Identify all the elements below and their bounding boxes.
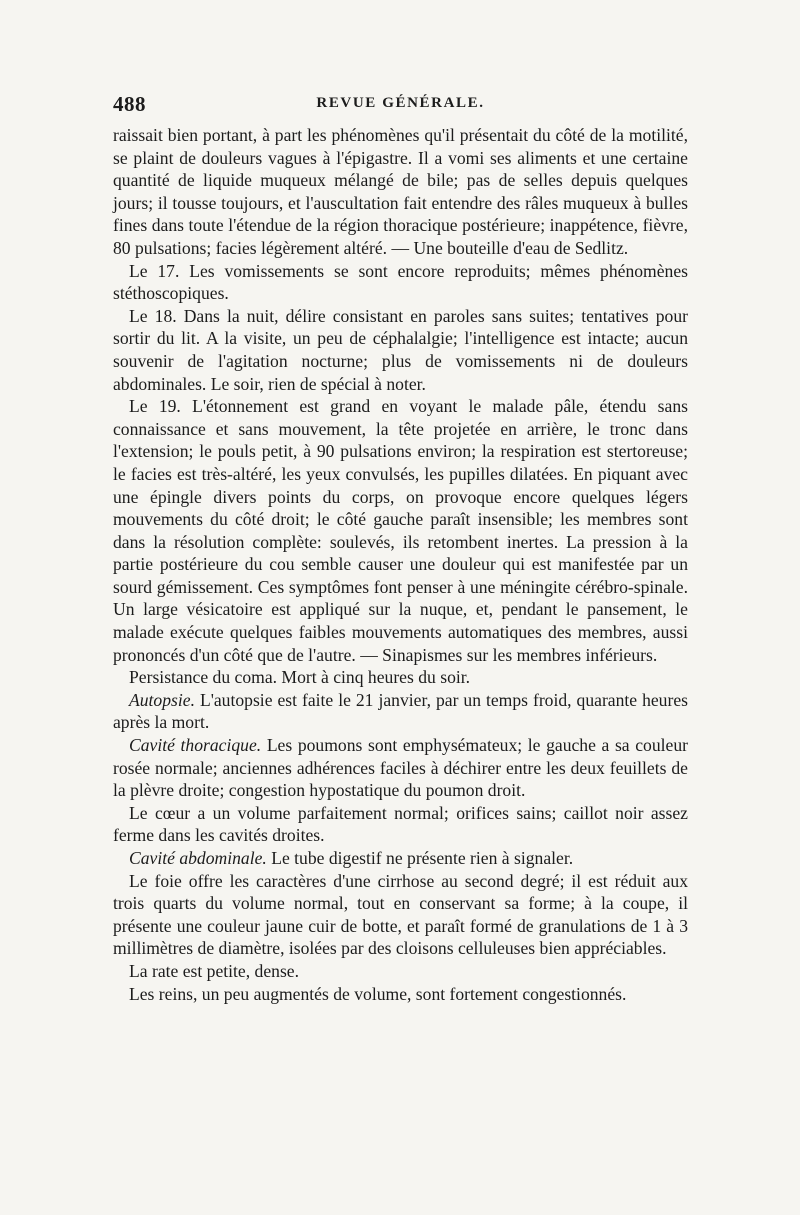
paragraph-text: Le tube digestif ne présente rien à signaler. (271, 848, 574, 868)
page-header (113, 92, 688, 124)
paragraph-cavite-thoracique (113, 734, 688, 802)
paragraph-foie (113, 870, 688, 960)
paragraph-day-18 (113, 305, 688, 395)
paragraph-coma (113, 666, 688, 689)
page-number: 488 (113, 92, 146, 116)
paragraph-day-19 (113, 395, 688, 666)
paragraph-text: Les poumons sont emphysémateux; le gauche a sa couleur rosée normale; anciennes adhérences faciles à déchirer entre les deux feuillets de la plèvre droite; congestion hypostatique du poumon droit. (113, 735, 688, 801)
paragraph-text: Le 18. Dans la nuit, délire consistant en paroles sans suites; tentatives pour sortir du lit. A la visite, un peu de céphalalgie; l'intelligence est intacte; aucun souvenir de l'agitation nocturne; plus de vomissements ni de douleurs abdominales. Le soir, rien de spécial à noter. (113, 305, 688, 394)
paragraph-text: Le cœur a un volume parfaitement normal; orifices sains; caillot noir assez ferme dans les cavités droites. (113, 802, 688, 846)
paragraph-coeur (113, 802, 688, 847)
paragraph-reins (113, 983, 688, 1006)
running-head: REVUE GÉNÉRALE. (316, 95, 485, 111)
paragraph-text: raissait bien portant, à part les phénomènes qu'il présentait du côté de la motilité, se plaint de douleurs vagues à l'épigastre. Il a vomi ses aliments et une certaine quantité de liquide muqueux mélangé de bile; pas de selles depuis quelques jours; il tousse toujours, et l'auscultation fait entendre des râles muqueux à bulles fines dans toute l'étendue de la région thoracique postérieure; inappétence, fièvre, 80 pulsations; facies légèrement altéré. — Une bouteille d'eau de Sedlitz. (113, 125, 688, 258)
paragraph-continuation (113, 124, 688, 260)
paragraph-text: Le foie offre les caractères d'une cirrhose au second degré; il est réduit aux trois quarts du volume normal, tout en conservant sa forme; à la coupe, il présente une couleur jaune cuir de botte, et paraît formé de granulations de 1 à 3 millimètres de diamètre, isolées par des cloisons celluleuses bien appréciables. (113, 870, 688, 959)
body-text (113, 124, 688, 1005)
book-page (113, 92, 688, 1172)
paragraph-cavite-abdominale (113, 847, 688, 870)
paragraph-text: La rate est petite, dense. (129, 960, 299, 981)
paragraph-text: L'autopsie est faite le 21 janvier, par un temps froid, quarante heures après la mort. (113, 689, 688, 733)
paragraph-day-17 (113, 260, 688, 305)
paragraph-rate (113, 960, 688, 983)
section-label-cavite-abdominale: Cavité abdominale. (129, 848, 267, 868)
paragraph-text: Persistance du coma. Mort à cinq heures du soir. (129, 667, 471, 688)
section-label-autopsie: Autopsie. (129, 689, 195, 710)
paragraph-text: Le 17. Les vomissements se sont encore reproduits; mêmes phénomènes stéthoscopiques. (113, 260, 688, 304)
paragraph-text: Les reins, un peu augmentés de volume, sont fortement congestionnés. (129, 983, 627, 1004)
paragraph-autopsie (113, 689, 688, 734)
paragraph-text: Le 19. L'étonnement est grand en voyant le malade pâle, étendu sans connaissance et sans mouvement, la tête projetée en arrière, le tronc dans l'extension; le pouls petit, à 90 pulsations environ; la respiration est stertoreuse; le facies est très-altéré, les yeux convulsés, les pupilles dilatées. En piquant avec une épingle divers points du corps, on provoque encore quelques légers mouvements du côté droit; le côté gauche paraît insensible; les membres sont dans la résolution complète: soulevés, ils retombent inertes. La pression à la partie postérieure du cou semble causer une douleur qui est manifestée par un sourd gémissement. Ces symptômes font penser à une méningite cérébro-spinale. Un large vésicatoire est appliqué sur la nuque, et, pendant le pansement, le malade exécute quelques faibles mouvements automatiques des membres, aussi prononcés d'un côté que de l'autre. — Sinapismes sur les membres inférieurs. (113, 396, 688, 665)
section-label-cavite-thoracique: Cavité thoracique. (129, 735, 262, 756)
